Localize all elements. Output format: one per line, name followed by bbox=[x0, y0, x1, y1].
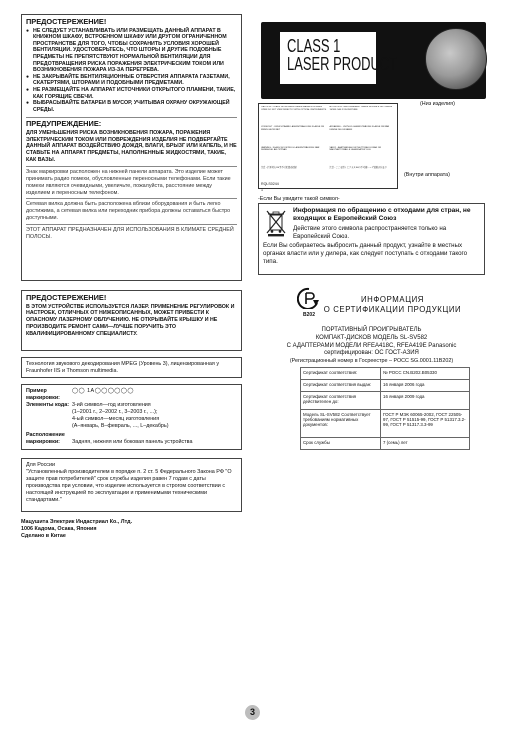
cert-title bbox=[300, 295, 485, 314]
page-number-badge bbox=[245, 705, 260, 720]
russia-box bbox=[21, 458, 242, 512]
laser-class-text: CLASS 1 bbox=[287, 36, 341, 56]
russia-text: "Установленный производителем в порядке п. 2 ст. 5 Федерального Закона РФ "О защите прав потребителей" срок службы изделия равен 7 годам с даты производства при условии, что изделие используется в строгом соответствии с настоящей инструкцией по эксплуатации и применимыми техническими стандартами." bbox=[26, 468, 232, 503]
russia-title: Для России bbox=[26, 462, 55, 468]
cert-value: ГОСТ Р МЭК 60065-2002, ГОСТ 22505-97, ГОСТ Р 51515-99, ГОСТ Р 51317.3.2-99, ГОСТ Р 51317.3.3-99 bbox=[381, 410, 470, 438]
cert-key: Сертификат соответствия действителен до: bbox=[301, 392, 381, 410]
marking-location-label: Расположение маркировки: bbox=[26, 432, 65, 446]
marking-example-label: Пример маркировки: bbox=[26, 388, 60, 401]
warning-label-text bbox=[261, 106, 395, 184]
laser-warning-text: В ЭТОМ УСТРОЙСТВЕ ИСПОЛЬЗУЕТСЯ ЛАЗЕР. ПРИМЕНЕНИЕ РЕГУЛИРОВОК И НАСТРОЕК, ОТЛИЧНЫХ ОТ НИЖЕОПИСАННЫХ, МОЖЕТ ПРИВЕСТИ К ОПАСНОМУ ЛАЗЕРНОМУ ОБЛУЧЕНИЮ. НЕ ОТКРЫВАЙТЕ КРЫШКУ И НЕ ПРОИЗВОДИТЕ РЕМОНТ САМИ—ЛУЧШЕ ПОРУЧИТЬ ЭТО КВАЛИФИЦИРОВАННОМУ СПЕЦИАЛИСТУ. bbox=[26, 303, 235, 337]
label-block: VARO! - AVATTAESSA OLET ALTTIINA LUOKAN 1M NÄKYMÄTTÖMÄLLE LASERSÄTEILYLLE bbox=[329, 146, 381, 152]
cert-key: Модель SL-SV582 Соответствует требованиям нормативных документов: bbox=[301, 410, 381, 438]
label-block: CAUTION - CLASS 1M INVISIBLE LASER RADIATION WHEN OPEN DO NOT VIEW DIRECTLY WITH OPTICAL INSTRUMENTS bbox=[261, 106, 327, 111]
table-row bbox=[301, 380, 470, 392]
disposal-intro: -Если Вы увидите такой символ- bbox=[258, 196, 340, 202]
marking-box bbox=[21, 384, 242, 450]
label-block: 注意 - 打开时有1M类不可见激光辐射 bbox=[261, 167, 297, 170]
climate-note: ЭТОТ АППАРАТ ПРЕДНАЗНАЧЕН ДЛЯ ИСПОЛЬЗОВАНИЯ В КЛИМАТЕ СРЕДНЕЙ ПОЛОСЫ. bbox=[26, 227, 234, 241]
table-row bbox=[301, 392, 470, 410]
laser-product-text: LASER PRODUCT bbox=[287, 54, 398, 74]
marking-code-row bbox=[26, 402, 237, 430]
divider bbox=[26, 198, 237, 199]
marking-code-line: 3-ий символ—год изготовления bbox=[72, 401, 151, 408]
inside-caption: (Внутри аппарата) bbox=[404, 172, 450, 178]
manufacturer-address: 1006 Кадома, Осака, Япония bbox=[21, 525, 97, 532]
cert-value: 7 (семь) лет bbox=[381, 438, 470, 450]
disposal-text-2: Если Вы собираетесь выбросить данный продукт, узнайте в местных органах власти или у дилера, как следует поступать с отходами такого типа. bbox=[263, 242, 468, 265]
marking-code-line: (A–январь, B–февраль, ..., L–декабрь) bbox=[72, 422, 169, 429]
cert-product-line: (Регистрационный номер в Госреестре – РОСС SG.0001.11В202) bbox=[289, 358, 454, 365]
made-in: Сделано в Китае bbox=[21, 532, 66, 539]
cert-product-line: сертифицирован: ОС ГОСТ-АЗИЯ bbox=[324, 350, 419, 357]
cert-value: 16 января 2006 года bbox=[381, 380, 470, 392]
page-number: 3 bbox=[249, 707, 255, 717]
plug-note: Сетевая вилка должна быть расположена вблизи оборудования и быть легко достижима, а сетевая вилка или переходник прибора должны оставаться быстро доступными. bbox=[26, 201, 231, 222]
cert-title-1: ИНФОРМАЦИЯ bbox=[360, 295, 425, 304]
marking-code-line: (1–2001 г., 2–2002 г., 3–2003 г., ...); bbox=[72, 408, 158, 415]
table-row bbox=[301, 368, 470, 380]
disposal-heading: Информация по обращению с отходами для стран, не входящих в Европейский Союз bbox=[293, 207, 471, 222]
label-block: VARNING - KLASS 1M OSYNLIG LASERSTRÅLNING NÄR DENNA DEL ÄR ÖPPNAD bbox=[261, 146, 320, 152]
cert-product-line: КОМПАКТ-ДИСКОВ МОДЕЛЬ SL-SV582 bbox=[315, 334, 428, 341]
manufacturer bbox=[21, 519, 242, 540]
marking-note: Знак маркировки расположен на нижней панели аппарата. Это изделие может принимать радио помехи, обусловленные переносными телефонами. Если такие помехи являются очевидными, увеличьте, пожалуйста, расстояние между изделием и переносным телефоном. bbox=[26, 168, 231, 196]
crossed-bin-icon bbox=[265, 209, 287, 237]
laser-warning-box bbox=[21, 290, 242, 351]
disposal-text-1: Действие этого символа распространяется только на Европейский Союз. bbox=[293, 224, 447, 240]
marking-location-value: Задняя, нижняя или боковая панель устройства bbox=[72, 439, 193, 446]
caution-text: ДЛЯ УМЕНЬШЕНИЯ РИСКА ВОЗНИКНОВЕНИЯ ПОЖАРА, ПОРАЖЕНИЯ ЭЛЕКТРИЧЕСКИМ ТОКОМ ИЛИ ПОВРЕЖДЕНИЯ ИЗДЕЛИЯ НЕ ПОДВЕРГАЙТЕ ДАННЫЙ АППАРАТ ВОЗДЕЙСТВИЮ ДОЖДЯ, ВЛАГИ, БРЫЗГ ИЛИ КАПЕЛЬ, И НЕ СТАВЬТЕ НА АППАРАТ ПРЕДМЕТЫ, НАПОЛНЕННЫЕ ЖИДКОСТЯМИ, ТАКИЕ, КАК ВАЗЫ. bbox=[26, 129, 237, 164]
cert-table bbox=[300, 367, 470, 450]
caution-heading: ПРЕДУПРЕЖДЕНИЕ: bbox=[26, 119, 102, 129]
cert-value: № РОСС CN.В202.В05330 bbox=[381, 368, 470, 380]
marking-example-value: ◯◯ 1A◯◯◯◯◯◯ bbox=[72, 388, 134, 394]
cert-logo-code: В202 bbox=[303, 311, 315, 318]
marking-location-row bbox=[26, 432, 237, 446]
divider bbox=[26, 117, 237, 118]
warning-box bbox=[21, 14, 242, 281]
cert-table-wrap bbox=[300, 367, 470, 450]
warning-heading: ПРЕДОСТЕРЕЖЕНИЕ! bbox=[26, 17, 107, 26]
mpeg-box bbox=[21, 357, 242, 378]
cert-product-line: С АДАПТЕРАМИ МОДЕЛИ RFEA418C, RFEA419E Panasonic bbox=[286, 342, 457, 349]
label-block: VORSICHT - UNSICHTBARE LASERSTRAHLUNG KLASSE 1M WENN GEÖFFNET bbox=[261, 126, 324, 131]
warning-list bbox=[26, 28, 237, 114]
warning-item: ● НЕ СЛЕДУЕТ УСТАНАВЛИВАТЬ ИЛИ РАЗМЕЩАТЬ ДАННЫЙ АППАРАТ В КНИЖНОМ ШКАФУ, ВСТРОЕННОМ ШКАФУ ИЛИ ДРУГОМ ОГРАНИЧЕННОМ ПРОСТРАНСТВЕ ДЛЯ ТОГО, ЧТОБЫ СОХРАНИТЬ УСЛОВИЯ ХОРОШЕЙ ВЕНТИЛЯЦИИ. УДОСТОВЕРЬТЕСЬ, ЧТО ШТОРЫ И ДРУГИЕ ПОДОБНЫЕ ПРЕДМЕТЫ НЕ ПРЕПЯТСТВУЮТ НОРМАЛЬНОЙ ВЕНТИЛЯЦИИ ДЛЯ ПРЕДОТВРАЩЕНИЯ РИСКА ПОРАЖЕНИЯ ЭЛЕКТРИЧЕСКИМ ТОКОМ ИЛИ ВОЗНИКНОВЕНИЯ ПОЖАРА ИЗ-ЗА ПЕРЕГРЕВА. bbox=[26, 28, 237, 74]
marking-code-values bbox=[72, 402, 237, 430]
table-row bbox=[301, 410, 470, 438]
cert-product bbox=[258, 327, 485, 365]
label-block: ADVARSEL - USYNLIG LASERSTRÅLING KLASSE 1M NÅR DENNE DEL ER ÅBEN bbox=[329, 126, 390, 131]
warning-label-sticker bbox=[258, 103, 398, 192]
label-block: 注意 - ここを開くとクラス1Mの不可視レーザ放射が出ます bbox=[329, 167, 387, 170]
warning-item: ● НЕ ЗАКРЫВАЙТЕ ВЕНТИЛЯЦИОННЫЕ ОТВЕРСТИЯ АППАРАТА ГАЗЕТАМИ, СКАТЕРТЯМИ, ШТОРАМИ И ПОДОБНЫМИ ПРЕДМЕТАМИ. bbox=[26, 74, 237, 87]
label-code: RQLS0244 bbox=[261, 181, 279, 186]
marking-code-line: 4-ый символ—месяц изготовления bbox=[72, 415, 160, 422]
bottom-caption: (Низ изделия) bbox=[420, 101, 455, 107]
label-block: ATTENTION - RAYONNEMENT LASER INVISIBLE DE CLASSE 1M EN CAS D'OUVERTURE bbox=[329, 106, 393, 111]
cert-product-line: ПОРТАТИВНЫЙ ПРОИГРЫВАТЕЛЬ bbox=[321, 327, 422, 333]
cert-value: 16 января 2009 года bbox=[381, 392, 470, 410]
cert-key: Срок службы bbox=[301, 438, 381, 450]
laser-label-inner bbox=[280, 32, 398, 84]
mpeg-text: Технология звукового декодирования MPEG (Уровень 3), лицензированная у Fraunhofer IIS и Thomson multimedia. bbox=[26, 361, 220, 374]
warning-item: ● ВЫБРАСЫВАЙТЕ БАТАРЕИ В МУСОР, УЧИТЫВАЯ ОХРАНУ ОКРУЖАЮЩЕЙ СРЕДЫ. bbox=[26, 100, 237, 113]
crossed-bin-svg bbox=[265, 209, 287, 237]
marking-example-row bbox=[26, 388, 237, 402]
divider bbox=[26, 224, 237, 225]
cert-key: Сертификат соответствия: bbox=[301, 368, 381, 380]
cert-title-2: О СЕРТИФИКАЦИИ ПРОДУКЦИИ bbox=[323, 304, 462, 314]
laser-warning-heading: ПРЕДОСТЕРЕЖЕНИЕ! bbox=[26, 293, 107, 302]
label-code-suffix: 1 bbox=[261, 187, 263, 192]
manufacturer-name: Мацушита Электрик Индастриал Ко., Лтд. bbox=[21, 519, 133, 525]
disposal-box bbox=[258, 203, 485, 275]
disc-icon bbox=[425, 28, 487, 90]
table-row bbox=[301, 438, 470, 450]
warning-item: ● НЕ РАЗМЕЩАЙТЕ НА АППАРАТ ИСТОЧНИКИ ОТКРЫТОГО ПЛАМЕНИ, ТАКИЕ, КАК ГОРЯЩИЕ СВЕЧИ. bbox=[26, 87, 237, 100]
marking-code-label: Элементы кода: bbox=[26, 401, 70, 408]
laser-product-label bbox=[261, 22, 486, 99]
cert-key: Сертификат соответствия выдан: bbox=[301, 380, 381, 392]
divider bbox=[26, 166, 237, 167]
